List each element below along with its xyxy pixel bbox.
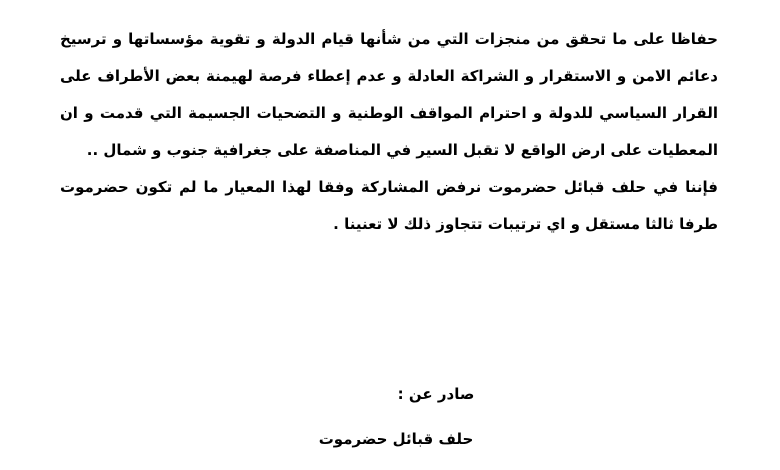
statement-line: القرار السياسي للدولة و احترام المواقف الوطنية و التضحيات الجسيمة التي قدمت و ان xyxy=(60,104,718,122)
statement-line: دعائم الامن و الاستقرار و الشراكة العادلة و عدم إعطاء فرصة لهيمنة بعض الأطراف على xyxy=(60,67,718,85)
issuer-name xyxy=(0,430,780,448)
issued-from-text: صادر عن : xyxy=(397,385,475,403)
statement-line: حفاظا على ما تحقق من منجزات التي من شأنها قيام الدولة و تقوية مؤسساتها و ترسيخ xyxy=(60,30,718,48)
statement-line: فإننا في حلف قبائل حضرموت نرفض المشاركة وفقا لهذا المعيار ما لم تكون حضرموت xyxy=(60,178,718,196)
statement-body xyxy=(60,28,718,250)
statement-line: طرفا ثالثا مستقل و اي ترتيبات تتجاوز ذلك لا تعنينا . xyxy=(333,215,718,233)
statement-line: المعطيات على ارض الواقع لا تقبل السير في المناصفة على جغرافية جنوب و شمال .. xyxy=(86,141,718,159)
issued-from-label xyxy=(0,385,780,403)
issuer-text: حلف قبائل حضرموت xyxy=(318,430,474,448)
